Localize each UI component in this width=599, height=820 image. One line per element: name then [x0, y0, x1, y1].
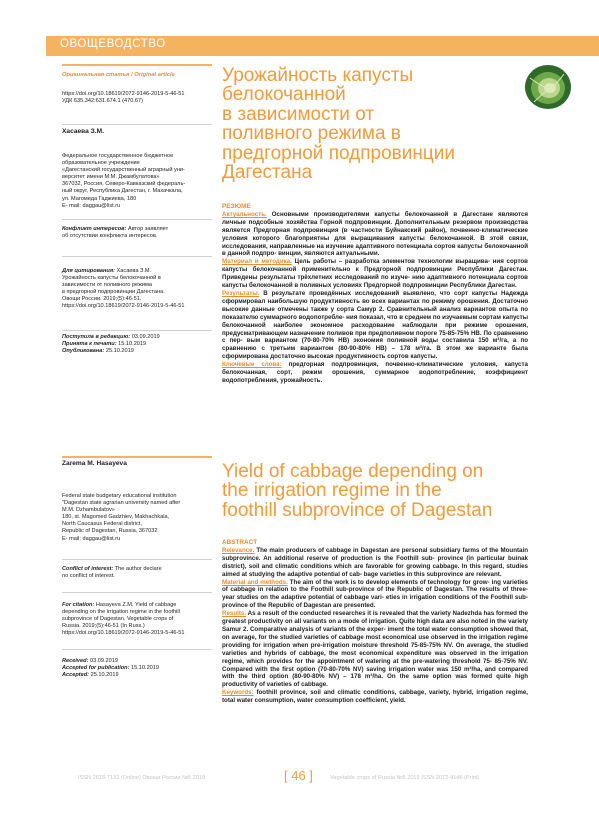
divider: [62, 330, 212, 331]
date-value: 15.10.2019: [118, 341, 147, 348]
footer-right: Vegetable crops of Russia №5 2019 ISSN 2072-9146 (Print): [330, 775, 480, 781]
left-divider: [62, 64, 212, 66]
affiliation-line: ный округ, Республика Дагестан, г. Махачкала,: [62, 188, 183, 195]
affiliation-en: [62, 493, 212, 543]
abstract-text: As a result of the conducted researches it is revealed that the variety Nadezhda has formed the greatest productivity on all variants on a mode of irrigation. Quite high data are also noted in the variety Samur 2. Comparative analysis of variants of the exper- iment the total water consumption showed that, on average, for the studied varieties of cabbage most economical use observed in the irrigation regime providing for irrigation when pre-irrigation moisture threshold 75-85-75% NV. On average, the studied varieties and hybrids of cabbage, the most economical expenditure was observed in the irrigation regime, which provides for the appointment of watering at the pre-watering threshold 75- 85-75% NV. Compared with the first option (70-80-70% NV) saving irrigation water was 150 m³/ha, and compared with the third option (80-90-80% NV) – 178 m³/ha. On the same option was formed quite high productivity of varieties of cabbage.: [222, 610, 528, 689]
cite-text: в предгорной подпровинции Дагестана.: [62, 289, 165, 296]
abstract-label: Результаты.: [222, 289, 260, 297]
page-number: [ 46 ]: [284, 768, 313, 783]
affiliation-line: Republic of Dagestan, Russia, 367032: [62, 528, 158, 535]
title-line: Дагестана: [222, 162, 313, 184]
cite-doi-link[interactable]: https://doi.org/10.18619/2072-9146-2019-5-46-51: [62, 303, 185, 310]
title-line: поливного режима в: [222, 123, 401, 145]
abstract-paragraph: [222, 610, 528, 689]
abstract-paragraph: [222, 579, 528, 611]
abstract-label: Материал и методика.: [222, 258, 292, 266]
affiliation-line: 180, st. Magomed Gadzhiev, Makhachkala,: [62, 514, 170, 521]
cite-text: Овощи России. 2019;(5):46-51.: [62, 296, 142, 303]
abstract-en: [222, 539, 528, 705]
cite-text: Hasayeva Z.M. Yield of cabbage: [95, 602, 177, 608]
title-line: Yield of cabbage depending on: [222, 461, 484, 482]
conflict-text: no conflict of interest.: [62, 573, 115, 580]
email[interactable]: E- mail: daggau@list.ru: [62, 535, 121, 542]
divider: [62, 219, 212, 220]
conflict-text: The author declare: [114, 566, 162, 572]
cite-text: Russia. 2019;(5):46-51 (In Russ.): [62, 623, 145, 630]
affiliation-line: верситет имени М.М. Джамбулатова»: [62, 174, 160, 181]
abstract-header-en: ABSTRACT: [222, 539, 258, 546]
article-info-ru: [62, 72, 212, 105]
affiliation-line: Федеральное государственное бюджетное: [62, 153, 174, 159]
divider: [62, 256, 212, 257]
abstract-header-ru: РЕЗЮМЕ: [222, 203, 251, 210]
email[interactable]: E- mail: daggau@list.ru: [62, 202, 121, 209]
abstract-text: The aim of the work is to develop elements of technology for grow- ing varieties of cabbage in relation to the Foothill sub-province of the Republic of Dagestan. The results of three-year studies on the adaptive potential of cabbage vari- eties in irrigation conditions of the Foothill sub-province of the Republic of Dagestan are presented.: [222, 578, 528, 610]
cite-label: For citation:: [62, 602, 95, 608]
author-block-ru: [62, 128, 212, 135]
cite-text: Хасаева З.М.: [116, 268, 152, 274]
doi-link[interactable]: https://doi.org/10.18619/2072-9146-2019-5-46-51: [62, 91, 185, 98]
author-name-ru: Хасаева З.М.: [62, 128, 104, 135]
affiliation-line: Federal state budgetary educational institution: [62, 493, 177, 499]
conflict-text: Автор заявляет: [127, 226, 169, 232]
divider: [62, 592, 212, 593]
footer-left: ISSN 2618-7132 (Online) Овощи России №5 2019: [78, 775, 206, 781]
abstract-text: предгорная подпровинция, почвенно-климатические условия, капуста белокочанная, сорт, режим орошения, суммарное водопотребление, коэффициент водопотребления, урожайность.: [222, 361, 528, 384]
section-header: [46, 36, 599, 56]
conflict-text: об отсутствии конфликта интересов.: [62, 233, 158, 240]
abstract-paragraph: [222, 547, 528, 579]
title-line: предгорной подпровинции: [222, 142, 455, 164]
author-name-en: Zarema M. Hasayeva: [62, 460, 127, 467]
date-value: 25.10.2019: [90, 672, 119, 679]
affiliation-line: M.M. Dzhambulatov»: [62, 507, 115, 514]
conflict-label: Конфликт интересов:: [62, 226, 127, 232]
title-line: белокочанной: [222, 84, 346, 106]
title-line: the irrigation regime in the: [222, 480, 442, 502]
abstract-label: Keywords:: [222, 689, 254, 697]
cite-text: Урожайность капусты белокочанной в: [62, 275, 161, 282]
abstract-label: Ключевые слова:: [222, 361, 282, 369]
divider: [62, 649, 212, 650]
affiliation-line: 367032, Россия, Северо-Кавказский федераль-: [62, 181, 186, 188]
affiliation-line: North Caucasus Federal district,: [62, 521, 142, 528]
article-title-en: [222, 462, 542, 520]
abstract-text: Цель работы – разработка элементов технологии выращива- ния сортов капусты белокочанной применительно к Предгорной подпровинции Республики Дагестан. Приведены результаты трёхлетних исследований по изуче- нию адаптивного потенциала сортов капусты белокочанной в поливных условиях Предгорной подпровинции Республики Дагестан.: [222, 258, 528, 290]
date-label: Accepted for publication:: [62, 665, 130, 672]
abstract-paragraph: [222, 258, 528, 290]
abstract-ru: [222, 203, 528, 385]
affiliation-ru: [62, 153, 212, 210]
abstract-paragraph: [222, 689, 528, 705]
author-block-en: [62, 460, 212, 467]
date-value: 03.09.2019: [131, 334, 160, 340]
date-value: 03.09.2019: [90, 658, 118, 664]
date-value: 25.10.2019: [105, 348, 134, 355]
article-type: Оригинальная статья / Original article: [62, 72, 175, 78]
affiliation-line: образовательное учреждение: [62, 160, 140, 167]
citation-en: [62, 602, 212, 637]
conflict-ru: [62, 226, 212, 240]
dates-ru: [62, 334, 212, 355]
date-label: Accepted:: [62, 672, 90, 679]
dates-en: [62, 658, 212, 679]
divider: [62, 124, 212, 125]
date-label: Опубликована:: [62, 348, 105, 355]
article-title-ru: [222, 66, 542, 182]
title-line: foothill subprovince of Dagestan: [222, 499, 493, 521]
abstract-label: Results.: [222, 610, 247, 618]
abstract-label: Relevance.: [222, 546, 255, 554]
conflict-label: Conflict of interest:: [62, 566, 114, 572]
abstract-text: foothill province, soil and climatic conditions, cabbage, variety, hybrid, irrigation regime, total water consumption, water consumption coefficient, yield.: [222, 689, 528, 705]
divider: [62, 559, 212, 560]
affiliation-line: «Дагестанский государственный аграрный уни-: [62, 167, 185, 174]
cite-label: Для цитирования:: [62, 268, 115, 274]
cite-doi-link[interactable]: https://doi.org/10.18619/2072-9146-2019-5-46-51: [62, 630, 185, 637]
abstract-label: Material and methods.: [222, 578, 288, 586]
cite-text: зависимости от поливного режима: [62, 282, 152, 289]
left-divider: [62, 456, 212, 458]
abstract-text: Основными производителями капусты белокочанной в Дагестане являются личные подсобные хозяйства Горной подпровинции. Дополнительным резервом производства является Предгорная подпровинция (в частности Буйнакский район), почвенно-климатические условия которого благоприятны для выращивания капусты белокочанной. В этой связи, исследования, направленные на изучение адаптивного потенциала сортов капусты белокочанной в данной подпро- винции, являются актуальными.: [222, 210, 528, 258]
date-label: Поступила в редакцию:: [62, 334, 131, 340]
date-label: Принята к печати:: [62, 341, 117, 348]
title-line: Урожайность капусты: [222, 65, 414, 86]
abstract-paragraph: [222, 290, 528, 361]
affiliation-line: "Dagestan state agrarian university named after: [62, 500, 181, 507]
cite-text: subprovince of Dagestan. Vegetable crops of: [62, 616, 174, 623]
title-line: в зависимости от: [222, 103, 375, 125]
udk: УДК 635.342:631.674.1 (470.67): [62, 98, 143, 105]
abstract-text: The main producers of cabbage in Dagestan are personal subsidiary farms of the Mountain subprovince. An additional reserve of production is the Foothill sub- province (in particular buinak district), soil and climatic conditions which are favorable for growing cabbage. In this regard, studies aimed at studying the adaptive potential of cab- bage varieties in this subprovince are relevant.: [222, 546, 528, 578]
date-label: Received:: [62, 658, 89, 664]
cite-text: depending on the irrigation regime in the foothill: [62, 609, 180, 616]
cabbage-image: [524, 64, 572, 110]
affiliation-line: ул. Магомеда Гаджиева, 180: [62, 195, 137, 202]
section-label: ОВОЩЕВОДСТВО: [60, 38, 166, 50]
abstract-paragraph: [222, 211, 528, 258]
citation-ru: [62, 268, 212, 311]
conflict-en: [62, 566, 212, 580]
abstract-label: Актуальность.: [222, 210, 267, 218]
abstract-paragraph: [222, 361, 528, 385]
date-value: 15.10.2019: [131, 665, 160, 672]
abstract-text: В результате проведённых исследований выявлено, что сорт капусты Надежда сформировал наибольшую продуктивность во всех вариантах по режиму орошения. Достаточно высокие данные отмечены также у сорта Самур 2. Сравнительный анализ вариантов опыта по показателю суммарного водопотребле- ния показал, что в среднем по изучаемым сортам капусты белокочанной наиболее экономное расходование наблюдали при режиме орошения, предусматривающем назначение поливов при предполивном пороге 75-85-75% НВ. По сравнению с пер- вым вариантом (70-80-70% НВ) экономия поливной воды составила 150 м³/га, а по сравнению с третьим вариантом (80-90-80% НВ) – 178 м³/га. В этом же варианте была сформирована достаточно высокая продуктивность сортов капусты.: [222, 289, 528, 361]
